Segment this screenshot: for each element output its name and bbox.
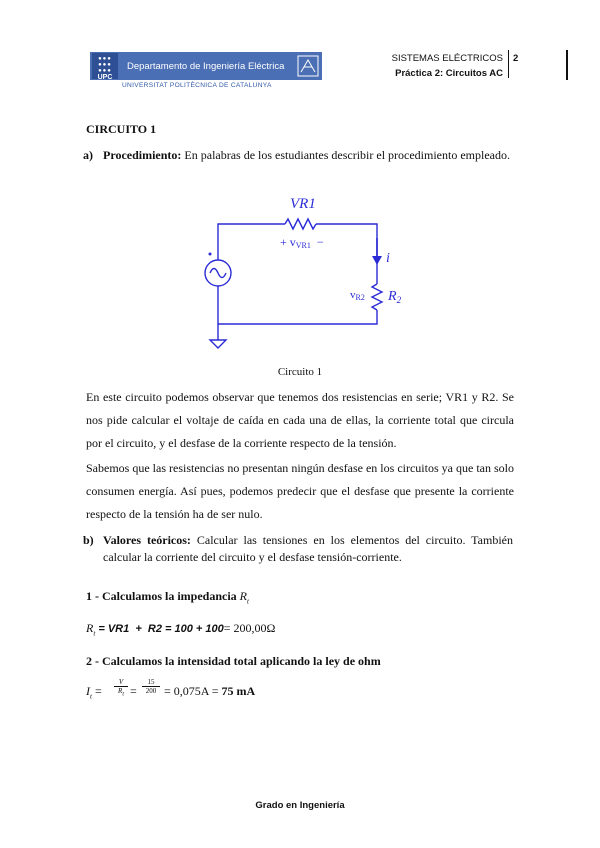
eq2-den2: 200 xyxy=(142,686,160,695)
eq2-lhs: I xyxy=(86,684,90,698)
eq2-den1-sub: t xyxy=(122,691,124,698)
vr2-label: v xyxy=(350,289,356,301)
section-title: CIRCUITO 1 xyxy=(86,122,157,136)
vr1-voltage-label: + v xyxy=(280,235,296,249)
current-arrow-icon xyxy=(372,256,382,265)
eq1-lhs: R xyxy=(86,621,94,635)
eq2-equals: = xyxy=(91,684,105,698)
paragraph-phase-explanation: Sabemos que las resistencias no presentan ningún desfase en los circuitos ya que tan solo consumen energía. Así pues, podemos predecir que el desfase que presente la corriente respecto de la tensión ha de ser nulo. xyxy=(86,461,514,521)
eq2-sub: t xyxy=(90,692,92,701)
university-emblem-icon xyxy=(296,54,320,78)
item-theoretical-values xyxy=(83,532,513,566)
page-number: 2 xyxy=(513,53,519,64)
item-a-heading: Procedimiento: xyxy=(103,148,182,162)
subject-title: SISTEMAS ELÉCTRICOS xyxy=(391,53,503,64)
practice-title: Práctica 2: Circuitos AC xyxy=(395,68,503,79)
step1-text: 1 - Calculamos la impedancia xyxy=(86,589,240,603)
item-b-text: Calcular las tensiones en los elementos del circuito. También calcular la corriente del circuito y el desfase tensión-corriente. xyxy=(103,533,513,564)
step1-sub: t xyxy=(247,597,249,606)
item-b-label: b) xyxy=(83,533,94,547)
item-b-heading: Valores teóricos: xyxy=(103,533,191,547)
upc-logo-text: UPC xyxy=(97,74,113,81)
header-divider xyxy=(508,50,509,78)
department-name: Departamento de Ingeniería Eléctrica xyxy=(127,61,285,72)
vr1-voltage-sub: VR1 xyxy=(295,241,311,250)
step1-var: R xyxy=(239,589,248,603)
eq2-result: = 0,075A = xyxy=(164,684,222,698)
vr1-label: VR1 xyxy=(290,196,316,212)
item-procedure xyxy=(83,147,513,164)
upc-logo: ●●● ●●● ●●● UPC xyxy=(92,53,118,79)
vr2-sub: R2 xyxy=(355,293,365,302)
eq2-num2: 15 xyxy=(147,678,155,686)
current-label: i xyxy=(386,251,390,266)
circuit-diagram xyxy=(190,190,420,355)
paragraph-circuit-description: En este circuito podemos observar que tenemos dos resistencias en serie; VR1 y R2. Se nos pide calcular el voltaje de caída en cada una de ellas, la corriente total que circula por el circuito, y el desfase de la corriente respecto de la tensión. xyxy=(86,390,514,450)
eq2-num1: V xyxy=(118,678,124,686)
r2-label: R xyxy=(388,289,397,304)
eq1-rhs: = VR1 + R2 = 100 + 100 xyxy=(95,623,224,635)
eq2-den1: R xyxy=(118,687,123,695)
item-a-text: En palabras de los estudiantes describir el procedimiento empleado. xyxy=(181,148,510,162)
step2-title: 2 - Calculamos la intensidad total aplicando la ley de ohm xyxy=(86,654,381,668)
equation-impedance xyxy=(86,621,275,637)
svg-text:R2 xyxy=(387,289,402,305)
resistor-vr1 xyxy=(285,219,316,229)
eq2-result-bold: 75 mA xyxy=(221,684,256,698)
footer: Grado en Ingeniería xyxy=(255,800,345,811)
equation-current: $I_t$ = V $R_t$ = 15 200 = 0,075A = 75 mA xyxy=(86,678,256,701)
svg-text:+ vVR1− xyxy=(280,235,324,250)
r2-sub: 2 xyxy=(396,295,402,305)
svg-text:vR2 xyxy=(350,289,365,302)
circuit-caption: Circuito 1 xyxy=(277,366,323,378)
step1-title xyxy=(86,589,249,605)
header-margin-bar xyxy=(566,50,568,80)
vr1-minus: − xyxy=(316,235,324,249)
eq1-result: = 200,00Ω xyxy=(223,621,276,635)
eq1-sub: t xyxy=(93,629,96,638)
university-name: UNIVERSITAT POLITÈCNICA DE CATALUNYA xyxy=(122,82,272,89)
resistor-r2 xyxy=(372,284,382,310)
item-a-label: a) xyxy=(83,148,93,162)
